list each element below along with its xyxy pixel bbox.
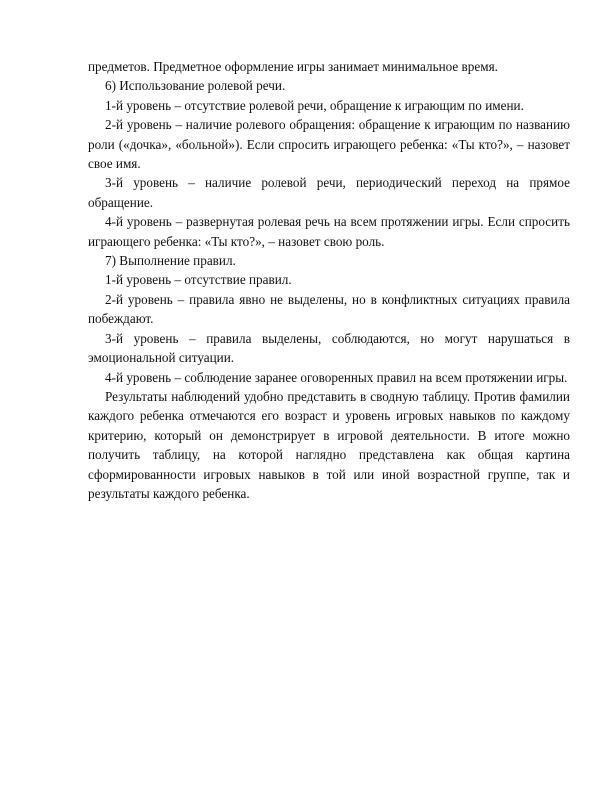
paragraph-criterion-7-level-1: 1-й уровень – отсутствие правил. — [105, 272, 292, 288]
paragraph-results-summary: Результаты наблюдений удобно представить в сводную таблицу. Против фамилии каждого ребенка отмечаются его возраст и уровень игровых навыков по каждому критерию, который он демонстрирует в игровой деятельности. В итоге можно получить таблицу, на которой наглядно представлена как общая картина сформированности игровых навыков в той или иной возрастной группе, так и результаты каждого ребенка. — [88, 388, 570, 501]
paragraph-criterion-6-level-2: 2-й уровень – наличие ролевого обращения: обращение к играющим по названию роли («дочка», «больной»). Если спросить играющего ребенка: «Ты кто?», – назовет свое имя. — [88, 117, 570, 172]
paragraph-criterion-7-level-2: 2-й уровень – правила явно не выделены, но в конфликтных ситуациях правила побеждают. — [88, 291, 570, 327]
paragraph-criterion-6-level-3: 3-й уровень – наличие ролевой речи, периодический переход на прямое обращение. — [88, 175, 570, 210]
paragraph-criterion-7-level-3: 3-й уровень – правила выделены, соблюдаются, но могут нарушаться в эмоциональной ситуации. — [88, 330, 570, 366]
paragraph-continuation: предметов. Предметное оформление игры занимает минимальное время. — [88, 59, 498, 74]
paragraph-criterion-6-heading: 6) Использование ролевой речи. — [105, 78, 286, 94]
paragraph-criterion-7-level-4: 4-й уровень – соблюдение заранее оговоренных правил на всем протяжении игры. — [105, 369, 568, 385]
paragraph-criterion-7-heading: 7) Выполнение правил. — [105, 253, 236, 269]
document-page — [88, 57, 570, 503]
paragraph-criterion-6-level-1: 1-й уровень – отсутствие ролевой речи, обращение к играющим по имени. — [105, 97, 524, 113]
paragraph-criterion-6-level-4: 4-й уровень – развернутая ролевая речь на всем протяжении игры. Если спросить играющего ребенка: «Ты кто?», – назовет свою роль. — [88, 214, 570, 249]
